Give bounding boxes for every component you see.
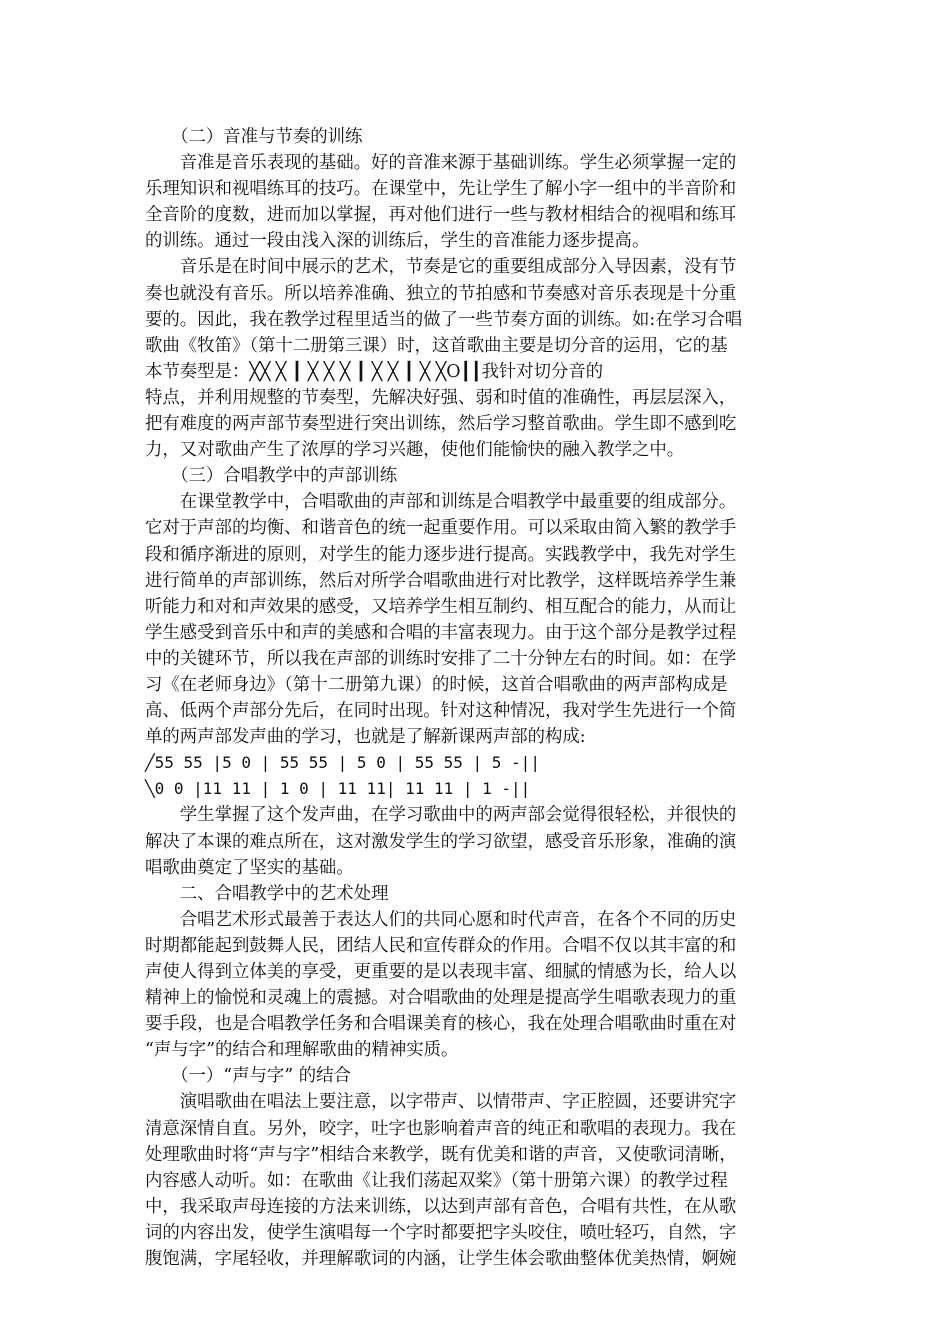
body-line: 高、低两个声部分先后，在同时出现。针对这种情况，我对学生先进行一个简 <box>145 701 737 722</box>
body-line: 学生感受到音乐中和声的美感和合唱的丰富表现力。由于这个部分是教学过程 <box>145 622 737 643</box>
rhythm-pattern-line: 本节奏型是：╳╳ ╳ ┃ ╳ ╳ ╳ ┃ ╳ ╳ ┃ ╳ ╳O┃┃我针对切分音的 <box>145 361 604 382</box>
body-line: 听能力和对和声效果的感受，又培养学生相互制约、相互配合的能力，从而让 <box>145 596 737 617</box>
body-line: 在课堂教学中，合唱歌曲的声部和训练是合唱教学中最重要的组成部分。 <box>145 492 737 513</box>
body-line: 解决了本课的难点所在，这对激发学生的学习欲望，感受音乐形象，准确的演 <box>145 831 737 852</box>
body-line: 音乐是在时间中展示的艺术，节奏是它的重要组成部分入导因素，没有节 <box>145 257 737 278</box>
body-line: 要的。因此，我在教学过程里适当的做了一些节奏方面的训练。如:在学习合唱 <box>145 309 743 330</box>
body-line: 特点，并利用规整的节奏型，先解决好强、弱和时值的准确性，再层层深入， <box>145 387 737 408</box>
body-line: 全音阶的度数，进而加以掌握，再对他们进行一些与教材相结合的视唱和练耳 <box>145 205 737 226</box>
section-heading: （一）“声与字” 的结合 <box>145 1066 351 1087</box>
body-line: 歌曲《牧笛》（第十二册第三课）时，这首歌曲主要是切分音的运用，它的基 <box>145 335 728 356</box>
body-line: 词的内容出发，使学生演唱每一个字时都要把字头咬住，喷吐轻巧，自然，字 <box>145 1222 737 1243</box>
body-line: 唱歌曲奠定了坚实的基础。 <box>145 857 354 878</box>
body-line: 音准是音乐表现的基础。好的音准来源于基础训练。学生必须掌握一定的 <box>145 153 737 174</box>
body-line: 合唱艺术形式最善于表达人们的共同心愿和时代声音，在各个不同的历史 <box>145 909 737 930</box>
body-line: 它对于声部的均衡、和谐音色的统一起重要作用。可以采取由简入繁的教学手 <box>145 518 737 539</box>
body-line: 腹饱满，字尾轻收，并理解歌词的内涵，让学生体会歌曲整体优美热情，婀婉 <box>145 1249 737 1270</box>
body-line: 清意深情自直。另外，咬字，吐字也影响着声音的纯正和歌唱的表现力。我在 <box>145 1118 737 1139</box>
body-line: 内容感人动听。如：在歌曲《让我们荡起双桨》（第十册第六课）的教学过程 <box>145 1170 728 1191</box>
body-line: 习《在老师身边》（第十二册第九课）的时候，这首合唱歌曲的两声部构成是 <box>145 674 728 695</box>
body-line: 中的关键环节，所以我在声部的训练时安排了二十分钟左右的时间。如：在学 <box>145 648 737 669</box>
body-line: 进行简单的声部训练，然后对所学合唱歌曲进行对比教学，这样既培养学生兼 <box>145 570 737 591</box>
section-heading: 二、合唱教学中的艺术处理 <box>145 883 389 904</box>
body-line: 中，我采取声母连接的方法来训练，以达到声部有音色，合唱有共性，在从歌 <box>145 1196 737 1217</box>
body-line: 精神上的愉悦和灵魂上的震撼。对合唱歌曲的处理是提高学生唱歌表现力的重 <box>145 988 737 1009</box>
body-line: 单的两声部发声曲的学习，也就是了解新课两声部的构成: <box>145 727 586 748</box>
body-line: 乐理知识和视唱练耳的技巧。在课堂中，先让学生了解小字一组中的半音阶和 <box>145 179 737 200</box>
section-heading: （二）音准与节奏的训练 <box>145 127 363 147</box>
section-heading: （三）合唱教学中的声部训练 <box>145 466 398 487</box>
body-line: 力，又对歌曲产生了浓厚的学习兴趣，使他们能愉快的融入教学之中。 <box>145 440 685 461</box>
body-line: 学生掌握了这个发声曲，在学习歌曲中的两声部会觉得很轻松，并很快的 <box>145 805 737 826</box>
body-line: 段和循序渐进的原则，对学生的能力逐步进行提高。实践教学中，我先对学生 <box>145 544 737 565</box>
body-line: 的训练。通过一段由浅入深的训练后，学生的音准能力逐步提高。 <box>145 231 650 252</box>
body-line: “声与字”的结合和理解歌曲的精神实质。 <box>145 1040 459 1061</box>
body-line: 处理歌曲时将“声与字”相结合来教学，既有优美和谐的声音，又使歌词清晰， <box>145 1144 737 1165</box>
score-upper-voice: ╱55 55 |5 0 | 55 55 | 5 0 | 55 55 | 5 -|| <box>145 753 540 773</box>
body-line: 时期都能起到鼓舞人民，团结人民和宣传群众的作用。合唱不仅以其丰富的和 <box>145 935 737 956</box>
body-line: 演唱歌曲在唱法上要注意，以字带声、以情带声、字正腔圆，还要讲究字 <box>145 1092 737 1113</box>
body-line: 声使人得到立体美的享受，更重要的是以表现丰富、细腻的情感为长，给人以 <box>145 962 737 982</box>
body-line: 要手段，也是合唱教学任务和合唱课美育的核心，我在处理合唱歌曲时重在对 <box>145 1014 737 1035</box>
score-lower-voice: ╲0 0 |11 11 | 1 0 | 11 11| 11 11 | 1 -|| <box>145 779 531 799</box>
body-line: 奏也就没有音乐。所以培养准确、独立的节拍感和节奏感对音乐表现是十分重 <box>145 283 737 304</box>
document-page <box>145 124 810 1272</box>
body-line: 把有难度的两声部节奏型进行突出训练，然后学习整首歌曲。学生即不感到吃 <box>145 414 737 435</box>
